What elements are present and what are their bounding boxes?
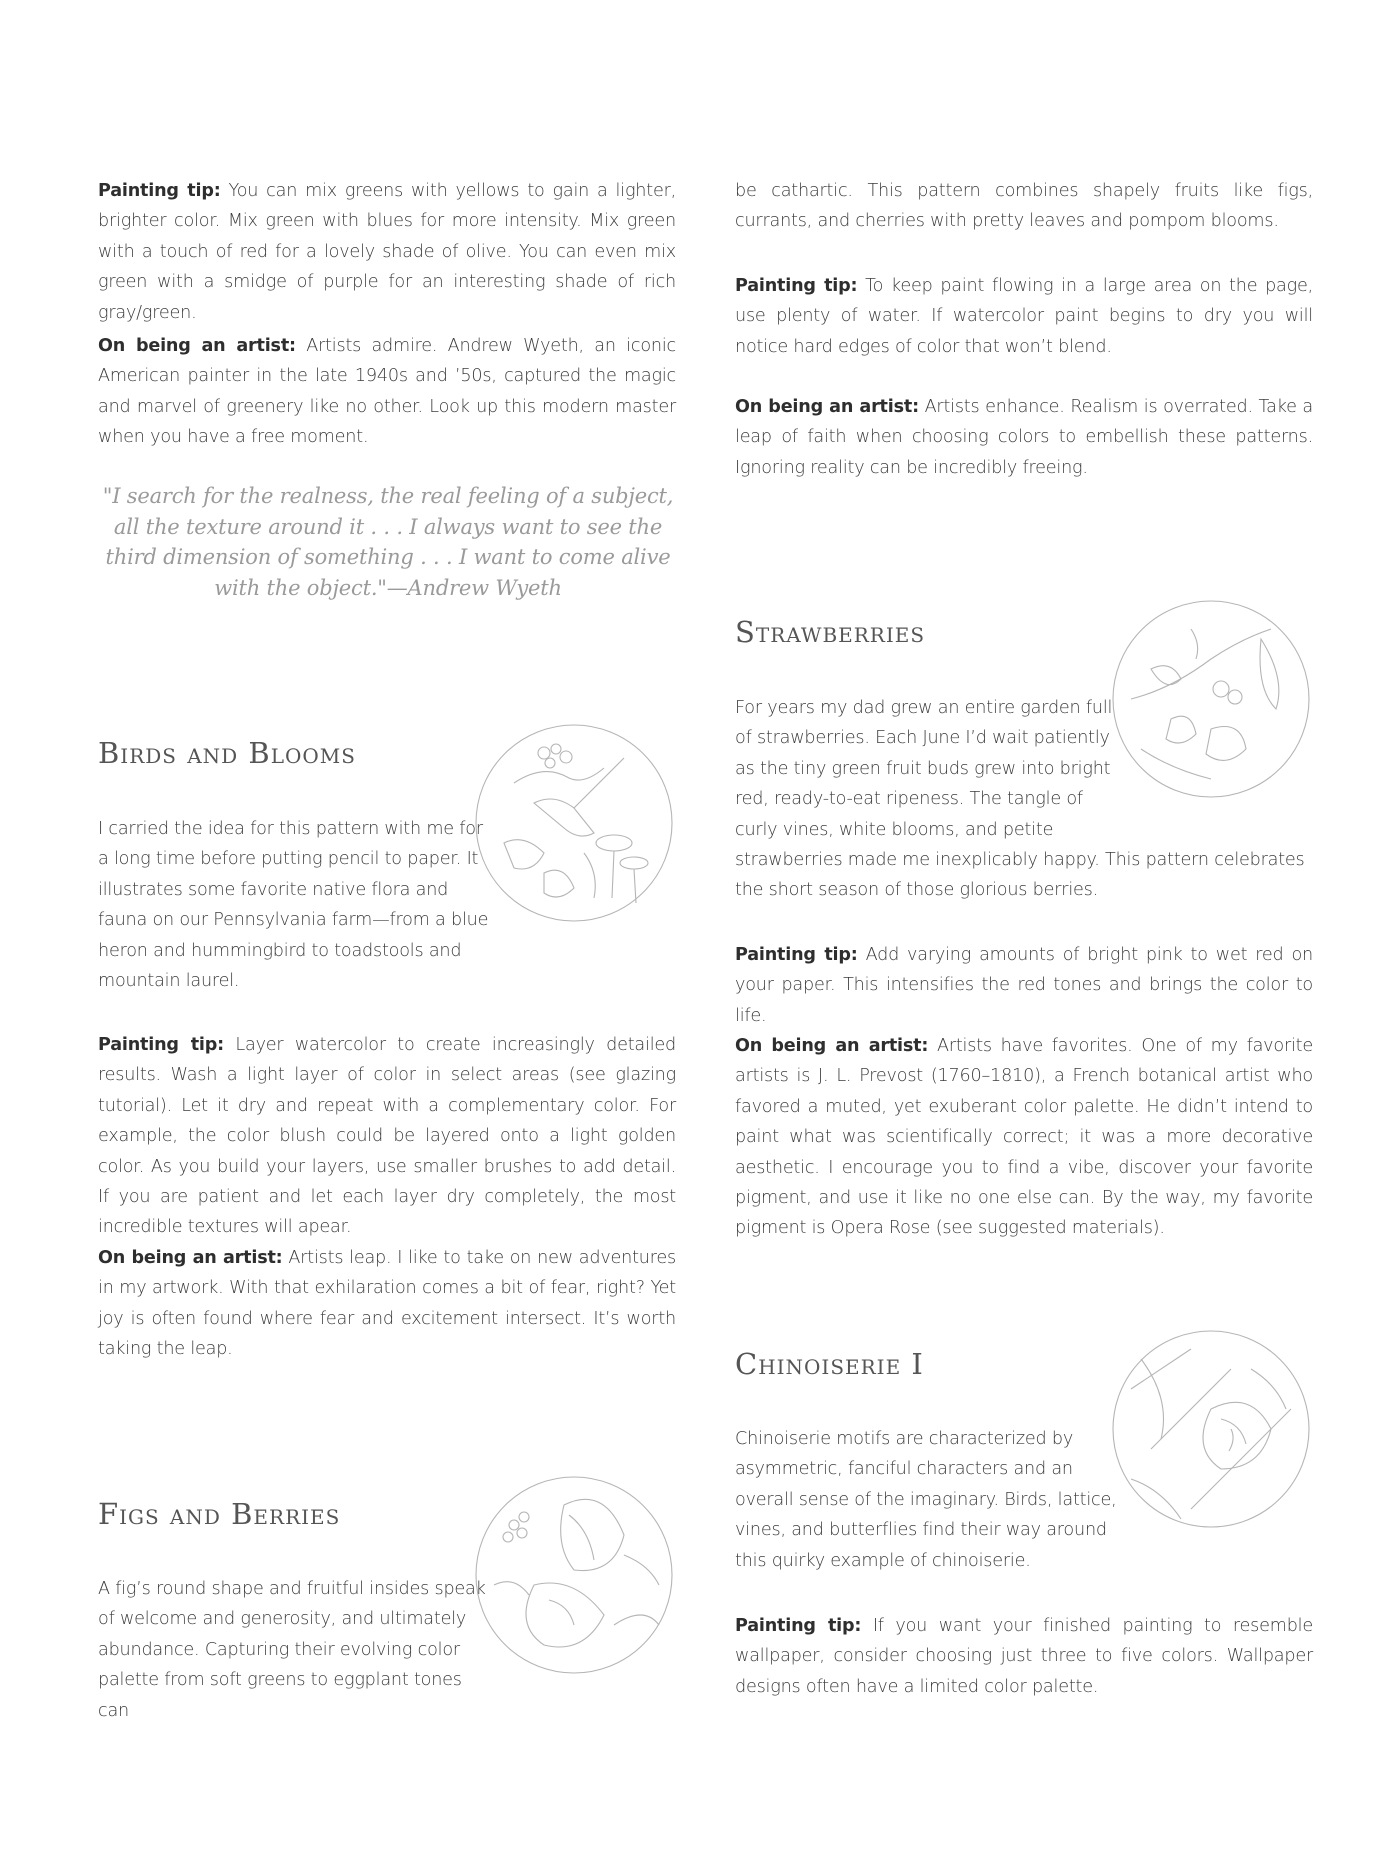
paragraph-text: I carried the idea for this pattern with me for a long time before putting pencil to paper. It illustrates some favorite native flora and fauna on our Pennsylvania farm—from a blue heron and hummingbird to toadstools and mountain laurel. — [98, 819, 489, 992]
birds-intro — [98, 814, 676, 996]
lead-label: Painting tip: — [735, 945, 858, 965]
painting-tip-paragraph — [98, 176, 676, 328]
section-title: Chinoiserie I — [735, 1347, 924, 1381]
section-title: Strawberries — [735, 615, 926, 649]
strawberries-painting-tip — [735, 940, 1313, 1031]
lead-label: On being an artist: — [98, 336, 296, 356]
paragraph-text: be cathartic. This pattern combines shapely fruits like figs, currants, and cherries with pretty leaves and pompom blooms. — [735, 181, 1313, 232]
birds-artist-note — [98, 1243, 676, 1365]
chinoiserie-painting-tip — [735, 1611, 1313, 1702]
pull-quote — [102, 481, 674, 603]
section-title: Figs and Berries — [98, 1497, 341, 1531]
paragraph-text: Artists leap. I like to take on new adventures in my artwork. With that exhilaration comes a bit of fear, right? Yet joy is often found where fear and excitement intersect. It’s worth taking the leap. — [98, 1248, 676, 1360]
lead-label: Painting tip: — [735, 276, 858, 296]
figs-painting-tip — [735, 271, 1313, 362]
paragraph-text: To keep paint flowing in a large area on the page, use plenty of water. If watercolor paint begins to dry you will notice hard edges of color that won’t blend. — [735, 276, 1313, 357]
lead-label: On being an artist: — [735, 1036, 929, 1056]
paragraph-text: A fig’s round shape and fruitful insides speak of welcome and generosity, and ultimately abundance. Capturing their evolving color palette from soft greens to eggplant tones can — [98, 1579, 486, 1721]
paragraph-text: You can mix greens with yellows to gain a lighter, brighter color. Mix green with blues for more intensity. Mix green with a touch of red for a lovely shade of olive. You can even mix green with a smidge of purple for an interesting shade of rich gray/green. — [98, 181, 676, 323]
lead-label: Painting tip: — [735, 1616, 862, 1636]
lead-label: On being an artist: — [735, 397, 919, 417]
quote-text: "I search for the realness, the real feeling of a subject, all the texture around it . . . I always want to see the third dimension of something . . . I want to come alive with the object."—Andrew Wyeth — [102, 484, 674, 600]
strawberries-intro — [735, 693, 1313, 906]
paragraph-text: Artists enhance. Realism is overrated. Take a leap of faith when choosing colors to embellish these patterns. Ignoring reality can be incredibly freeing. — [735, 397, 1313, 478]
lead-label: Painting tip: — [98, 181, 221, 201]
paragraph-text: For years my dad grew an entire garden full of strawberries. Each June I’d wait patiently as the tiny green fruit buds grew into bright red, ready-to-eat ripeness. The tangle of curly vines, white blooms, and petite strawberries made me inexplicably happy. This pattern celebrates the short season of those glorious berries. — [735, 698, 1305, 901]
lead-label: Painting tip: — [98, 1035, 224, 1055]
paragraph-text: If you want your finished painting to resemble wallpaper, consider choosing just three to five colors. Wallpaper designs often have a limited color palette. — [735, 1616, 1313, 1697]
figs-intro — [98, 1574, 676, 1726]
paragraph-text: Artists have favorites. One of my favorite artists is J. L. Prevost (1760–1810), a French botanical artist who favored a muted, yet exuberant color palette. He didn’t intend to paint what was scientifically correct; it was a more decorative aesthetic. I encourage you to find a vibe, discover your favorite pigment, and use it like no one else can. By the way, my favorite pigment is Opera Rose (see suggested materials). — [735, 1036, 1313, 1239]
paragraph-text: Layer watercolor to create increasingly detailed results. Wash a light layer of color in select areas (see glazing tutorial). Let it dry and repeat with a complementary color. For example, the color blush could be layered onto a light golden color. As you build your layers, use smaller brushes to add detail. If you are patient and let each layer dry completely, the most incredible textures will apear. — [98, 1035, 676, 1238]
paragraph-text: Artists admire. Andrew Wyeth, an iconic American painter in the late 1940s and ’50s, captured the magic and marvel of greenery like no other. Look up this modern master when you have a free moment. — [98, 336, 676, 448]
paragraph-text: Chinoiserie motifs are characterized by asymmetric, fanciful characters and an overall sense of the imaginary. Birds, lattice, vines, and butterflies find their way around this quirky example of chinoiserie. — [735, 1429, 1117, 1571]
section-title: Birds and Blooms — [98, 736, 356, 770]
strawberries-artist-note — [735, 1031, 1313, 1244]
figs-continued — [735, 176, 1313, 237]
paragraph-text: Add varying amounts of bright pink to wet red on your paper. This intensifies the red tones and brings the color to life. — [735, 945, 1313, 1026]
birds-painting-tip — [98, 1030, 676, 1243]
lead-label: On being an artist: — [98, 1248, 283, 1268]
figs-artist-note — [735, 392, 1313, 483]
chinoiserie-intro — [735, 1424, 1313, 1576]
artist-paragraph — [98, 331, 676, 453]
